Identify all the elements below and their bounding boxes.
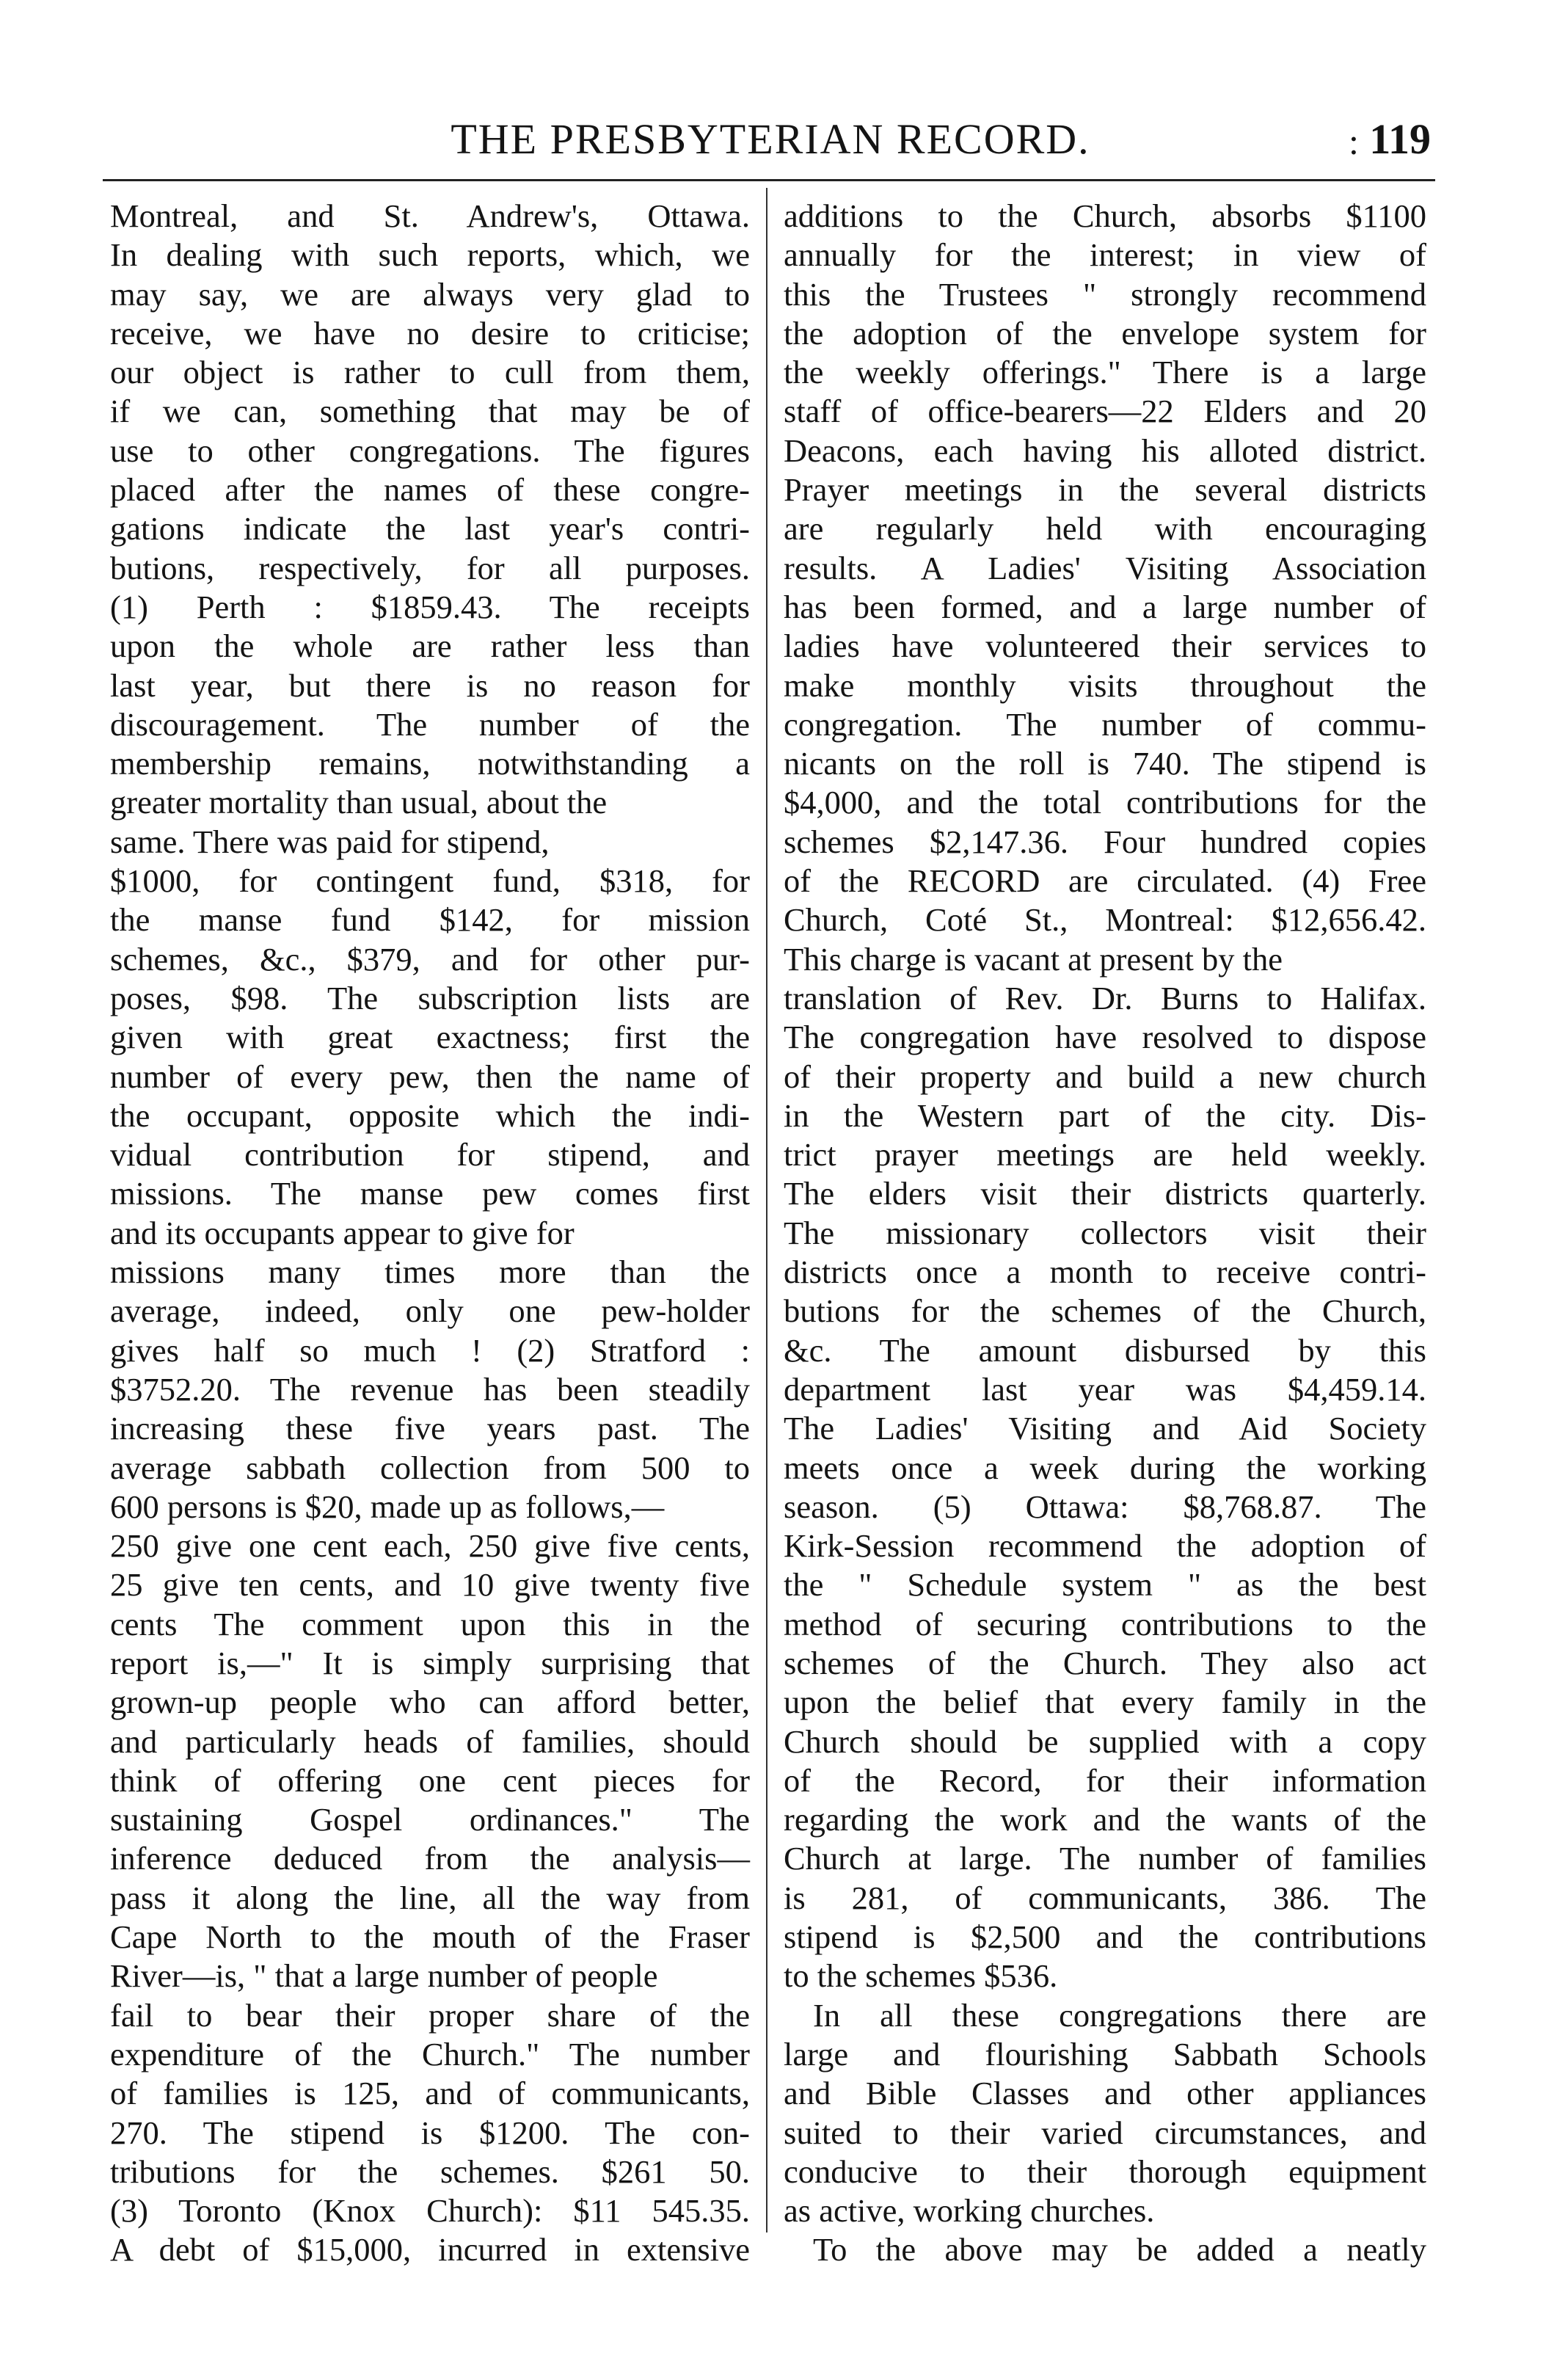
left-column-line: missions many times more than the <box>110 1253 750 1291</box>
page-number: 119 <box>1369 115 1431 163</box>
left-column-line: 600 persons is $20, made up as follows,— <box>110 1488 665 1525</box>
left-column-line: gations indicate the last year's contri- <box>110 510 750 547</box>
right-column-line: department last year was $4,459.14. <box>784 1370 1426 1408</box>
left-column-line: cents The comment upon this in the <box>110 1605 750 1642</box>
right-column-line: Church should be supplied with a copy <box>784 1722 1426 1760</box>
left-column-line: poses, $98. The subscription lists are <box>110 979 750 1016</box>
column-divider <box>766 188 767 2232</box>
right-column-line: the adoption of the envelope system for <box>784 314 1426 352</box>
left-column-line: increasing these five years past. The <box>110 1410 750 1447</box>
right-column-line: Kirk-Session recommend the adoption of <box>784 1527 1426 1565</box>
right-column-line: stipend is $2,500 and the contributions <box>784 1918 1426 1956</box>
right-column-line: &c. The amount disbursed by this <box>784 1331 1426 1369</box>
left-column-line: use to other congregations. The figures <box>110 432 750 469</box>
left-column-line: Cape North to the mouth of the Fraser <box>110 1918 750 1956</box>
left-column-line: average, indeed, only one pew-holder <box>110 1292 750 1330</box>
right-column-line: The congregation have resolved to dispose <box>784 1019 1426 1056</box>
right-column-line: large and flourishing Sabbath Schools <box>784 2035 1426 2073</box>
right-column-line: congregation. The number of commu- <box>784 705 1426 743</box>
left-column-line: and particularly heads of families, should <box>110 1722 750 1760</box>
left-column-line: vidual contribution for stipend, and <box>110 1136 750 1173</box>
left-column-line: placed after the names of these congre- <box>110 471 750 509</box>
left-column-line: (1) Perth : $1859.43. The receipts <box>110 588 750 625</box>
right-column-line: The elders visit their districts quarterly. <box>784 1175 1426 1212</box>
right-column-line: and Bible Classes and other appliances <box>784 2075 1426 2112</box>
right-column-line: the weekly offerings." There is a large <box>784 354 1426 391</box>
right-column-line: Church at large. The number of families <box>784 1840 1426 1877</box>
left-column-line: $3752.20. The revenue has been steadily <box>110 1370 750 1408</box>
right-column-line: has been formed, and a large number of <box>784 588 1426 625</box>
right-column-line: The Ladies' Visiting and Aid Society <box>784 1410 1426 1447</box>
left-column-line: expenditure of the Church." The number <box>110 2035 750 2073</box>
left-column-line: tributions for the schemes. $261 50. <box>110 2153 750 2190</box>
left-column-line: gives half so much ! (2) Stratford : <box>110 1331 750 1369</box>
right-column-line: of their property and build a new church <box>784 1058 1426 1095</box>
right-column-line: schemes of the Church. They also act <box>784 1644 1426 1681</box>
left-column-line: receive, we have no desire to criticise; <box>110 314 750 352</box>
right-column-line: make monthly visits throughout the <box>784 666 1426 704</box>
left-column-line: greater mortality than usual, about the <box>110 784 608 821</box>
left-column-line: last year, but there is no reason for <box>110 666 750 704</box>
right-column-line: translation of Rev. Dr. Burns to Halifax. <box>784 979 1426 1016</box>
right-column-line: results. A Ladies' Visiting Association <box>784 549 1426 586</box>
left-column-line: and its occupants appear to give for <box>110 1214 575 1251</box>
right-column-line: $4,000, and the total contributions for the <box>784 784 1426 821</box>
left-column-line: schemes, &c., $379, and for other pur- <box>110 940 750 978</box>
left-column-line: given with great exactness; first the <box>110 1019 750 1056</box>
left-column-line: fail to bear their proper share of the <box>110 1996 750 2034</box>
left-column-line: Montreal, and St. Andrew's, Ottawa. <box>110 197 750 234</box>
right-column-line: regarding the work and the wants of the <box>784 1801 1426 1838</box>
right-column-line: are regularly held with encouraging <box>784 510 1426 547</box>
right-column-line: In all these congregations there are <box>813 1996 1426 2034</box>
right-column-line: in the Western part of the city. Dis- <box>784 1096 1426 1134</box>
right-column-line: The missionary collectors visit their <box>784 1214 1426 1251</box>
left-column-line: 250 give one cent each, 250 give five cents, <box>110 1527 750 1565</box>
left-column-line: missions. The manse pew comes first <box>110 1175 750 1212</box>
right-column-line: ladies have volunteered their services to <box>784 627 1426 665</box>
header-rule <box>103 179 1435 181</box>
running-head <box>110 113 1431 172</box>
right-column-line: This charge is vacant at present by the <box>784 940 1283 978</box>
left-column-line: butions, respectively, for all purposes. <box>110 549 750 586</box>
left-column-line: the occupant, opposite which the indi- <box>110 1096 750 1134</box>
right-column-line: trict prayer meetings are held weekly. <box>784 1136 1426 1173</box>
left-column-line: number of every pew, then the name of <box>110 1058 750 1095</box>
right-column-line: is 281, of communicants, 386. The <box>784 1879 1426 1916</box>
left-column-line: 270. The stipend is $1200. The con- <box>110 2114 750 2151</box>
right-column-line: conducive to their thorough equipment <box>784 2153 1426 2190</box>
right-column-line: method of securing contributions to the <box>784 1605 1426 1642</box>
right-column-line: To the above may be added a neatly <box>813 2231 1426 2268</box>
right-column-line: schemes $2,147.36. Four hundred copies <box>784 823 1426 860</box>
left-column-line: of families is 125, and of communicants, <box>110 2075 750 2112</box>
right-column-line: of the Record, for their information <box>784 1761 1426 1799</box>
right-column-line: meets once a week during the working <box>784 1449 1426 1486</box>
right-column-line: Prayer meetings in the several districts <box>784 471 1426 509</box>
right-column-line: districts once a month to receive contri- <box>784 1253 1426 1291</box>
left-column-line: report is,—" It is simply surprising that <box>110 1644 750 1681</box>
right-column-line: staff of office-bearers—22 Elders and 20 <box>784 393 1426 430</box>
left-column-line: our object is rather to cull from them, <box>110 354 750 391</box>
left-column-line: membership remains, notwithstanding a <box>110 745 750 782</box>
right-column-line: the " Schedule system " as the best <box>784 1566 1426 1604</box>
right-column-line: as active, working churches. <box>784 2192 1155 2230</box>
left-column-line: sustaining Gospel ordinances." The <box>110 1801 750 1838</box>
right-column-line: this the Trustees " strongly recommend <box>784 275 1426 313</box>
right-column-line: additions to the Church, absorbs $1100 <box>784 197 1426 234</box>
right-column-line: of the RECORD are circulated. (4) Free <box>784 862 1426 900</box>
left-column-line: upon the whole are rather less than <box>110 627 750 665</box>
right-column-line: Deacons, each having his alloted district. <box>784 432 1426 469</box>
left-column-line: may say, we are always very glad to <box>110 275 750 313</box>
journal-title: THE PRESBYTERIAN RECORD. <box>451 115 1090 163</box>
left-column-line: grown-up people who can afford better, <box>110 1684 750 1721</box>
left-column-line: average sabbath collection from 500 to <box>110 1449 750 1486</box>
right-column-line: butions for the schemes of the Church, <box>784 1292 1426 1330</box>
right-column-line: nicants on the roll is 740. The stipend is <box>784 745 1426 782</box>
right-column-line: Church, Coté St., Montreal: $12,656.42. <box>784 901 1426 939</box>
left-column <box>110 197 750 2270</box>
left-column-line: same. There was paid for stipend, <box>110 823 550 860</box>
left-column-line: A debt of $15,000, incurred in extensive <box>110 2231 750 2268</box>
left-column-line: inference deduced from the analysis— <box>110 1840 750 1877</box>
left-column-line: think of offering one cent pieces for <box>110 1761 750 1799</box>
left-column-line: In dealing with such reports, which, we <box>110 236 750 274</box>
left-column-line: $1000, for contingent fund, $318, for <box>110 862 750 900</box>
header-mark: : <box>1349 121 1359 162</box>
right-column-line: suited to their varied circumstances, and <box>784 2114 1426 2151</box>
left-column-line: the manse fund $142, for mission <box>110 901 750 939</box>
left-column-line: pass it along the line, all the way from <box>110 1879 750 1916</box>
left-column-line: River—is, " that a large number of people <box>110 1957 658 1995</box>
right-column-line: annually for the interest; in view of <box>784 236 1426 274</box>
left-column-line: if we can, something that may be of <box>110 393 750 430</box>
right-column-line: to the schemes $536. <box>784 1957 1058 1995</box>
right-column <box>784 197 1426 2270</box>
left-column-line: 25 give ten cents, and 10 give twenty five <box>110 1566 750 1604</box>
left-column-line: (3) Toronto (Knox Church): $11 545.35. <box>110 2192 750 2230</box>
left-column-line: discouragement. The number of the <box>110 705 750 743</box>
right-column-line: upon the belief that every family in the <box>784 1684 1426 1721</box>
right-column-line: season. (5) Ottawa: $8,768.87. The <box>784 1488 1426 1525</box>
